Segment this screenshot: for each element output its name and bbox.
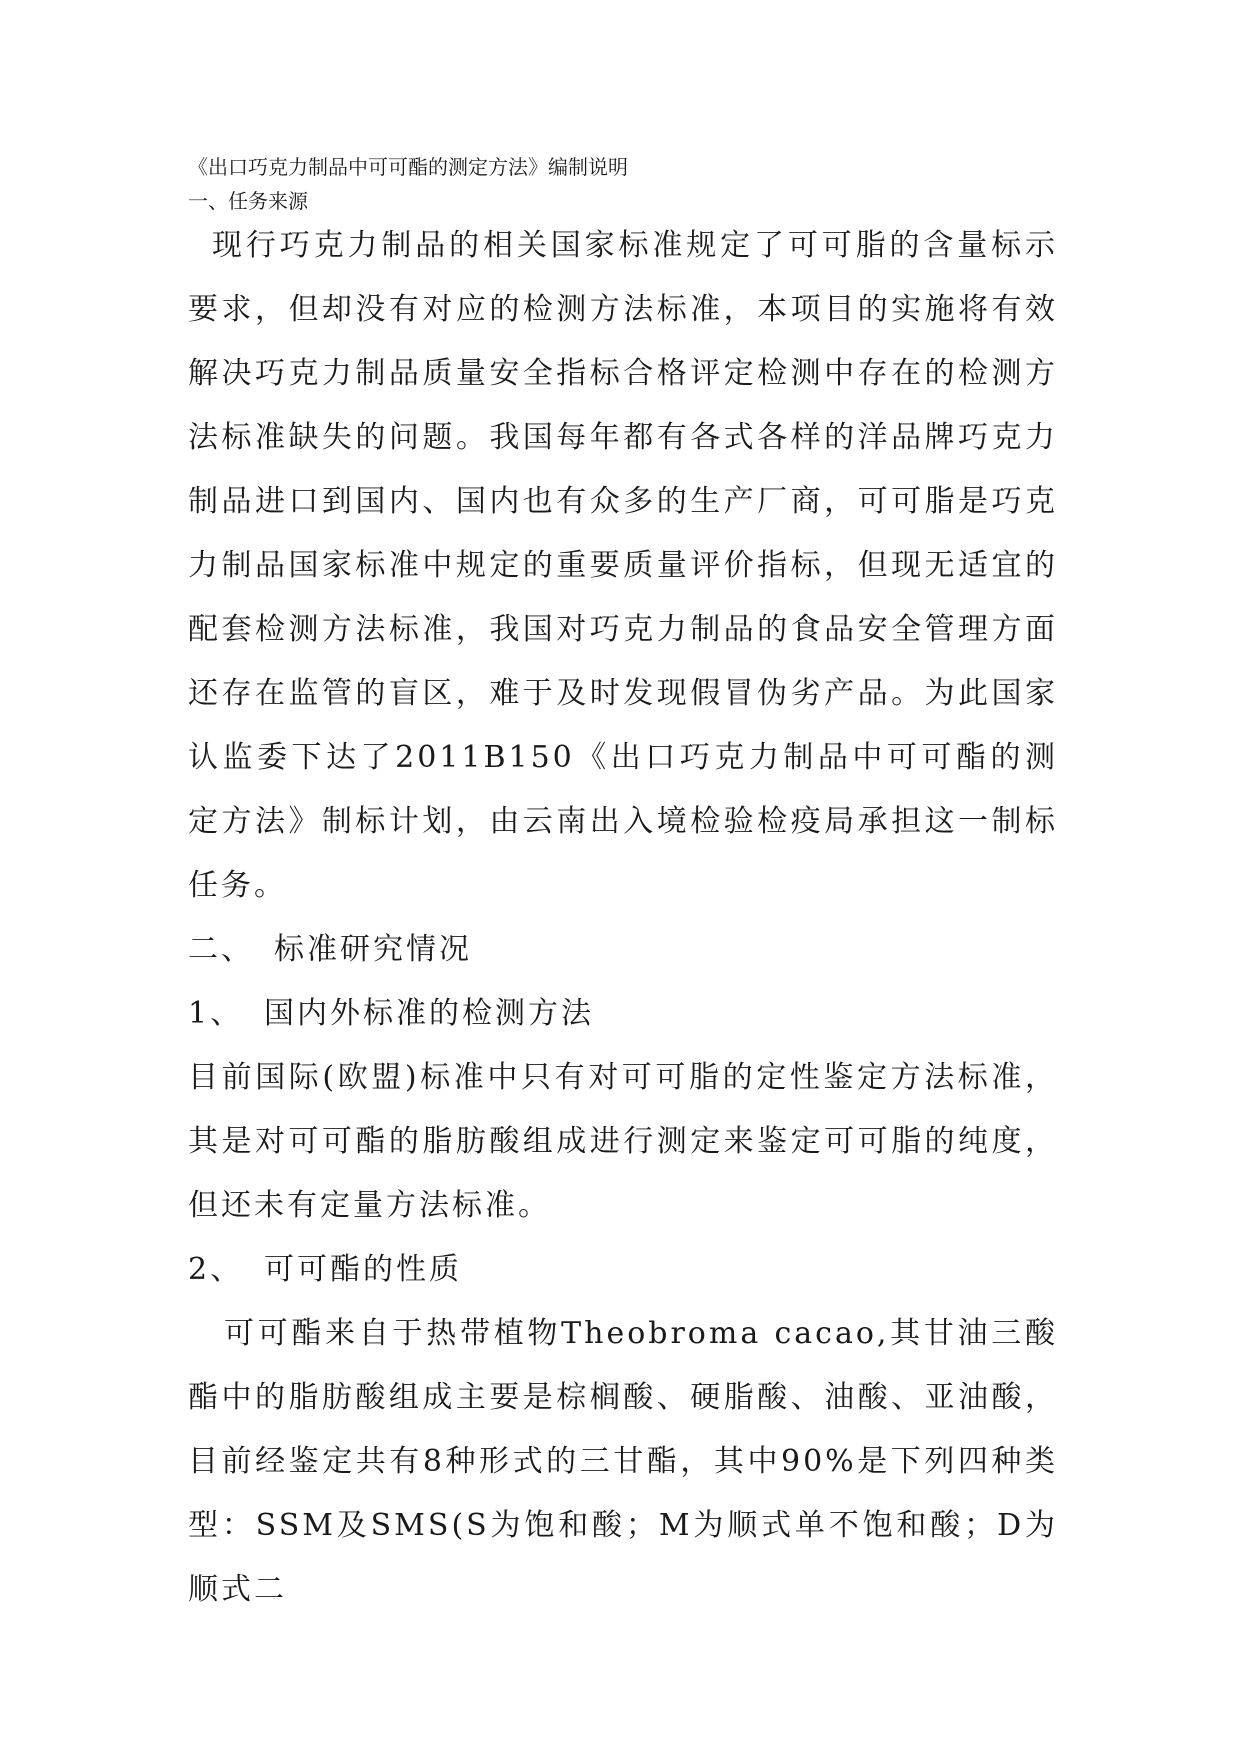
section-heading-task-source: 一、任务来源: [188, 189, 308, 213]
subsection-heading-text: 可可酯的性质: [264, 1252, 462, 1287]
paragraph-properties: 可可酯来自于热带植物Theobroma cacao,其甘油三酸酯中的脂肪酸组成主要是棕榈酸、硬脂酸、油酸、亚油酸，目前经鉴定共有8种形式的三甘酯，其中90%是下列四种类型：SSM及SMS(S为饱和酸；M为顺式单不饱和酸；D为顺式二: [188, 1316, 1058, 1607]
subsection-heading-text: 国内外标准的检测方法: [264, 996, 594, 1031]
section-heading-research: [188, 918, 1058, 982]
document-title: 《出口巧克力制品中可可酯的测定方法》编制说明: [188, 155, 628, 179]
paragraph-task-source: 现行巧克力制品的相关国家标准规定了可可脂的含量标示要求，但却没有对应的检测方法标准，本项目的实施将有效解决巧克力制品质量安全指标合格评定检测中存在的检测方法标准缺失的问题。我国每年都有各式各样的洋品牌巧克力制品进口到国内、国内也有众多的生产厂商，可可脂是巧克力制品国家标准中规定的重要质量评价指标，但现无适宜的配套检测方法标准，我国对巧克力制品的食品安全管理方面还存在监管的盲区，难于及时发现假冒伪劣产品。为此国家认监委下达了2011B150《出口巧克力制品中可可酯的测定方法》制标计划，由云南出入境检验检疫局承担这一制标任务。: [188, 228, 1058, 903]
section-heading-text: 标准研究情况: [274, 932, 472, 967]
subsection-number: 1、: [188, 996, 244, 1031]
paragraph-methods: 目前国际(欧盟)标准中只有对可可脂的定性鉴定方法标准，其是对可可酯的脂肪酸组成进行测定来鉴定可可脂的纯度，但还未有定量方法标准。: [188, 1060, 1058, 1223]
subsection-heading-properties: [188, 1238, 1058, 1302]
subsection-heading-methods: [188, 982, 1058, 1046]
section-number: 二、: [188, 932, 254, 967]
subsection-number: 2、: [188, 1252, 244, 1287]
